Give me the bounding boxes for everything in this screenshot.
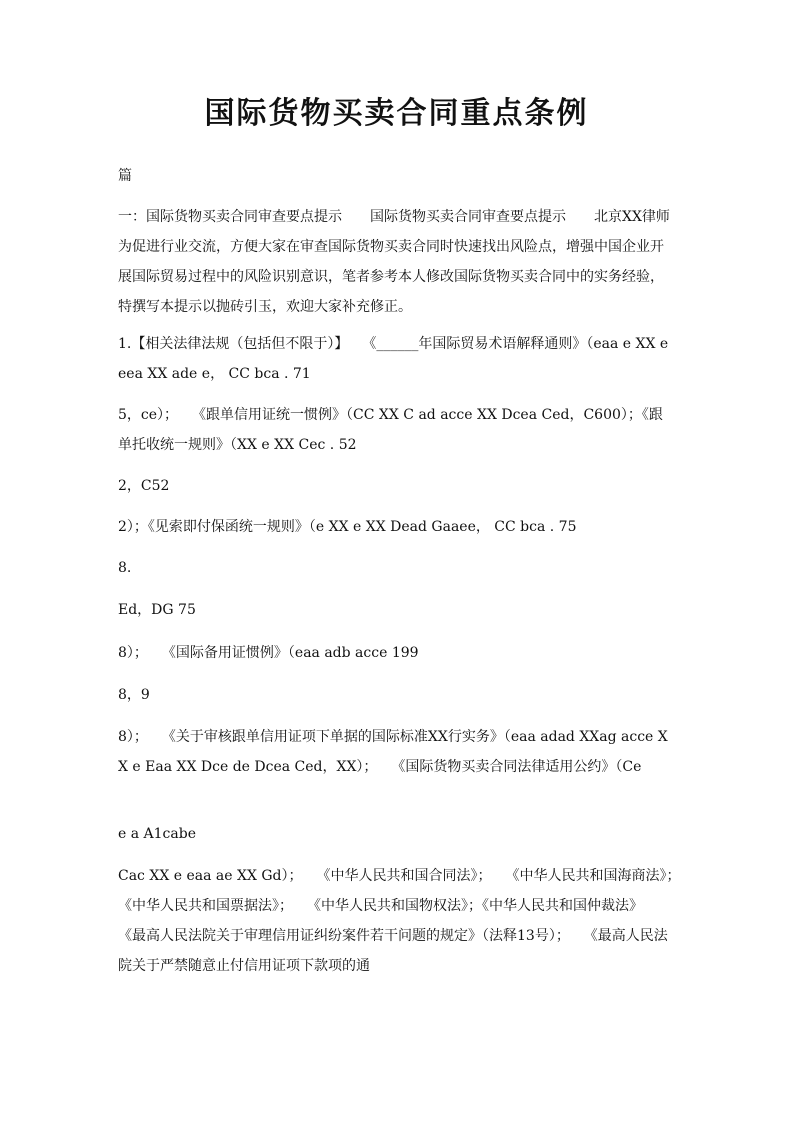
paragraph-intro: 一：国际货物买卖合同审查要点提示 国际货物买卖合同审查要点提示 北京XX律师 为促进行业交流，方便大家在审查国际货物买卖合同时快速找出风险点，增强中国企业开展国际贸易过程中的风险识别意识，笔者参考本人修改国际货物买卖合同中的实务经验，特撰写本提示以抛砖引玉，欢迎大家补充修正。 [118,209,698,315]
document-title: 国际货物买卖合同重点条例 [204,96,589,131]
paragraph-chinese-laws: Cac XX e eaa ae XX Gd）； 《中华人民共和国合同法》； 《中华人民共和国海商法》； 《中华人民共和国票据法》； 《中华人民共和国物权法》；《中华人民共和国仲裁法》 《最高人民法院关于审理信用证纠纷案件若干问题的规定》（法释13号）； 《最高人民法院关于严禁随意止付信用证项下款项的通 [118,868,702,974]
paragraph-8-9: 8，9 [118,687,150,703]
paragraph-ed-dg: Ed，DG 75 [118,602,196,618]
paragraph-applicable: e a A1cabe [118,826,196,842]
paragraph-urdg: 2）；《见索即付保函统一规则》（e XX e XX Dead Gaaee， CC bca . 75 [118,519,577,535]
paragraph-8: 8. [118,560,132,576]
paragraph-laws-2: 5，ce）； 《跟单信用证统一惯例》（CC XX C ad acce XX Dcea Ced，C600）；《跟单托收统一规则》（XX e XX Cec . 52 [118,407,663,453]
paragraph-section-label: 篇 [118,168,132,184]
paragraph-laws-1: 1.【相关法律法规（包括但不限于）】 《______年国际贸易术语解释通则》（eaa e XX e eea XX ade e， CC bca . 71 [118,336,673,382]
paragraph-isbp: 8）； 《关于审核跟单信用证项下单据的国际标准XX行实务》（eaa adad XXag acce XX e Eaa XX Dce de Dcea Ced，XX）； 《国际货物买卖合同法律适用公约》（Ce [118,729,668,775]
paragraph-c52: 2，C52 [118,478,170,494]
paragraph-isp: 8）； 《国际备用证惯例》（eaa adb acce 199 [118,645,419,661]
